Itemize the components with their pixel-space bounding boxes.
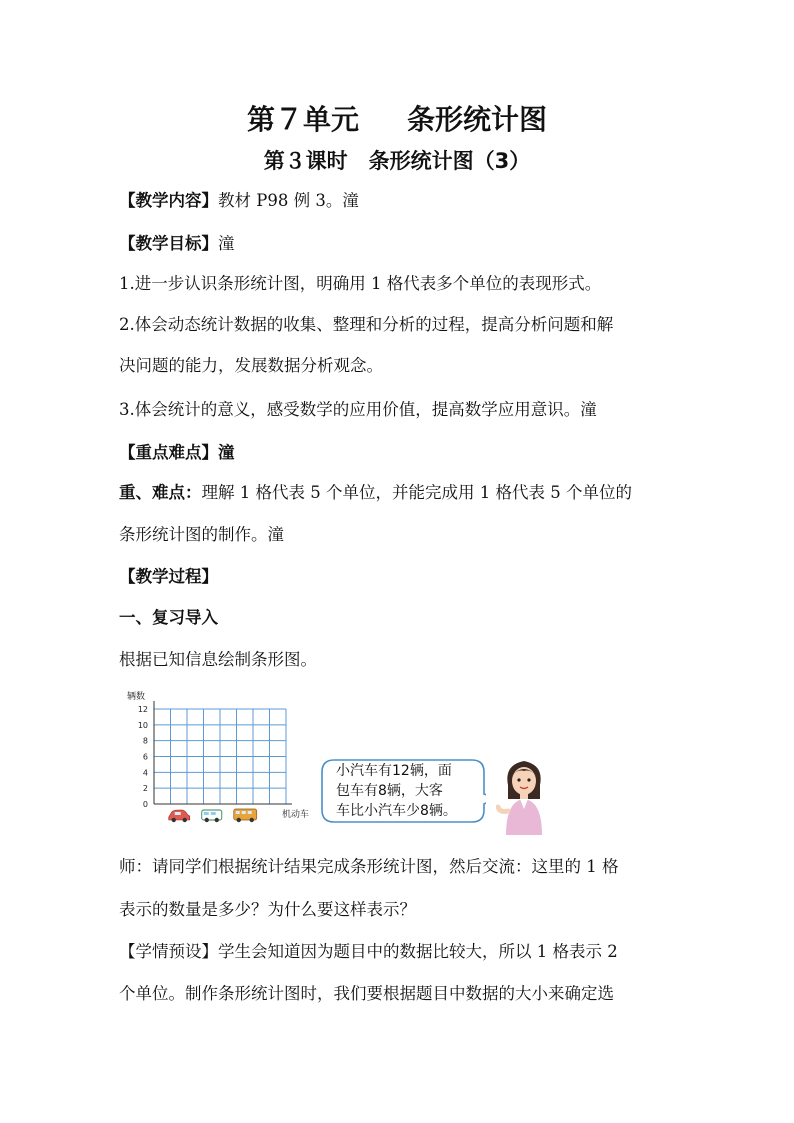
keypoints-line-1 <box>119 481 679 505</box>
watermark-char: 潼 <box>580 400 597 419</box>
preset-text: 学生会知道因为题目中的数据比较大，所以 1 格表示 2 <box>218 942 618 961</box>
bubble-text <box>336 761 486 821</box>
section-heading: 一、复习导入 <box>119 608 218 627</box>
unit-title <box>0 98 794 138</box>
y-tick-label: 8 <box>142 736 148 746</box>
y-tick-label: 4 <box>142 768 148 778</box>
lesson-title: 第３课时 条形统计图（3） <box>263 149 531 173</box>
keypoints-heading <box>119 441 679 465</box>
keypoints-lead: 重、难点： <box>119 483 202 502</box>
process-label: 【教学过程】 <box>119 567 218 586</box>
preset-line-2: 个单位。制作条形统计图时，我们要根据题目中数据的大小来确定选 <box>119 984 614 1003</box>
y-tick-label: 0 <box>142 800 148 809</box>
content-line <box>119 189 679 213</box>
goals-heading <box>119 232 679 256</box>
goals-label: 【教学目标】 <box>119 234 218 253</box>
y-tick-label: 2 <box>142 784 148 794</box>
y-tick-label: 10 <box>137 720 148 730</box>
bubble-line: 包车有8辆，大客 <box>336 783 443 799</box>
keypoints-label: 【重点难点】 <box>119 443 218 462</box>
goal-item-last <box>119 398 679 422</box>
watermark-char: 潼 <box>267 525 284 544</box>
bus-icon <box>234 809 257 822</box>
watermark-char: 潼 <box>342 191 359 210</box>
van-icon <box>202 810 222 822</box>
section-text: 根据已知信息绘制条形图。 <box>119 650 317 669</box>
y-tick-label: 6 <box>142 752 148 762</box>
bar-chart <box>119 685 334 825</box>
car-icon <box>169 810 190 822</box>
preset-label: 【学情预设】 <box>119 942 218 961</box>
keypoints-text: 条形统计图的制作。 <box>119 525 268 544</box>
goal-item: 决问题的能力，发展数据分析观念。 <box>119 356 383 375</box>
y-axis-label: 辆数 <box>127 692 146 702</box>
goal-item: 2.体会动态统计数据的收集、整理和分析的过程，提高分析问题和解 <box>119 315 614 334</box>
y-tick-label: 12 <box>137 705 148 714</box>
watermark-char: 潼 <box>218 443 235 462</box>
goal-item: 3.体会统计的意义，感受数学的应用价值，提高数学应用意识。 <box>119 400 581 419</box>
bubble-line: 小汽车有12辆，面 <box>336 763 452 779</box>
x-axis-label: 机动车 <box>282 810 310 820</box>
teacher-icon <box>496 755 552 835</box>
teacher-question-1: 师：请同学们根据统计结果完成条形统计图，然后交流：这里的 1 格 <box>119 857 619 876</box>
unit-topic: 条形统计图 <box>407 103 548 136</box>
keypoints-text: 理解 1 格代表 5 个单位，并能完成用 1 格代表 5 个单位的 <box>201 483 632 502</box>
goal-item: 1.进一步认识条形统计图，明确用 1 格代表多个单位的表现形式。 <box>119 274 602 293</box>
keypoints-line-2 <box>119 523 679 547</box>
unit-number: 第７单元 <box>246 103 359 136</box>
content-text: 教材 P98 例 3。 <box>218 191 343 210</box>
content-label: 【教学内容】 <box>119 191 218 210</box>
bubble-line: 车比小汽车少8辆。 <box>336 803 457 819</box>
preset-line-1 <box>119 940 679 964</box>
watermark-char: 潼 <box>218 234 235 253</box>
teacher-question-2: 表示的数量是多少？为什么要这样表示？ <box>119 900 416 919</box>
